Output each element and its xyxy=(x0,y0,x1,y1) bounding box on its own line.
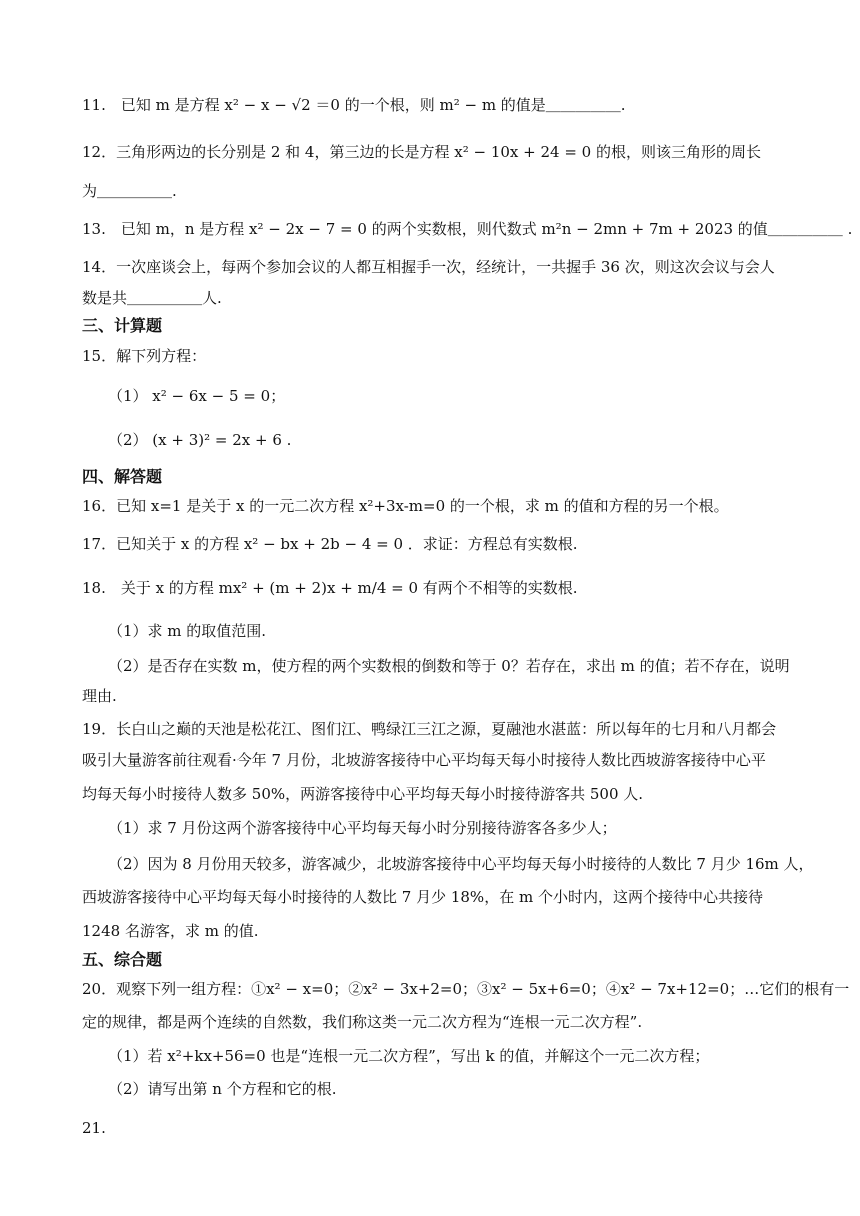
section-heading-5: 五、综合题 xyxy=(82,950,163,969)
question-18-part-2-line-2: 理由. xyxy=(82,687,117,705)
section-heading-4: 四、解答题 xyxy=(82,467,163,486)
question-19-part-2-line-3: 1248 名游客，求 m 的值. xyxy=(82,922,259,940)
question-19-line-2: 吸引大量游客前往观看·今年 7 月份，北坡游客接待中心平均每天每小时接待人数比西坡游客接待中心平 xyxy=(82,751,766,769)
question-16: 16．已知 x=1 是关于 x 的一元二次方程 x²+3x-m=0 的一个根，求 m 的值和方程的另一个根。 xyxy=(82,497,729,515)
question-19-line-3: 均每天每小时接待人数多 50%，两游客接待中心平均每天每小时接待游客共 500 人. xyxy=(82,785,644,803)
question-13: 13. 已知 m，n 是方程 x² − 2x − 7 = 0 的两个实数根，则代数式 m²n − 2mn + 7m + 2023 的值＿＿＿＿＿ . xyxy=(82,220,853,238)
question-12-line-2: 为＿＿＿＿＿. xyxy=(82,182,177,200)
question-19-part-2-line-1: （2）因为 8 月份用天较多，游客减少，北坡游客接待中心平均每天每小时接待的人数比 7 月少 16m 人， xyxy=(108,855,814,873)
question-17: 17．已知关于 x 的方程 x² − bx + 2b − 4 = 0 ．求证：方程总有实数根. xyxy=(82,535,578,553)
question-20-line-2: 定的规律，都是两个连续的自然数，我们称这类一元二次方程为“连根一元二次方程”. xyxy=(82,1013,643,1031)
question-15: 15．解下列方程： xyxy=(82,347,207,365)
question-18: 18. 关于 x 的方程 mx² + (m + 2)x + m/4 = 0 有两个不相等的实数根. xyxy=(82,579,578,597)
question-21: 21. xyxy=(82,1119,106,1137)
question-14-line-2: 数是共＿＿＿＿＿人. xyxy=(82,289,222,307)
question-20-part-1: （1）若 x²+kx+56=0 也是“连根一元二次方程”，写出 k 的值，并解这个一元二次方程； xyxy=(108,1047,710,1065)
question-11: 11. 已知 m 是方程 x² − x − √2 ＝0 的一个根，则 m² − m 的值是＿＿＿＿＿. xyxy=(82,96,626,114)
section-heading-3: 三、计算题 xyxy=(82,316,163,335)
question-12-line-1: 12．三角形两边的长分别是 2 和 4，第三边的长是方程 x² − 10x + 24 = 0 的根，则该三角形的周长 xyxy=(82,143,761,161)
question-19-part-1: （1）求 7 月份这两个游客接待中心平均每天每小时分别接待游客各多少人； xyxy=(108,819,617,837)
question-19-part-2-line-2: 西坡游客接待中心平均每天每小时接待的人数比 7 月少 18%，在 m 个小时内，这两个接待中心共接待 xyxy=(82,888,763,906)
question-15-part-2: （2） (x + 3)² = 2x + 6 . xyxy=(108,431,292,449)
question-19-line-1: 19．长白山之巅的天池是松花江、图们江、鸭绿江三江之源，夏融池水湛蓝：所以每年的七月和八月都会 xyxy=(82,720,777,738)
question-20-line-1: 20．观察下列一组方程：①x² − x=0；②x² − 3x+2=0；③x² − 5x+6=0；④x² − 7x+12=0；…它们的根有一 xyxy=(82,980,850,998)
question-20-part-2: （2）请写出第 n 个方程和它的根. xyxy=(108,1080,337,1098)
question-18-part-2-line-1: （2）是否存在实数 m，使方程的两个实数根的倒数和等于 0？若存在，求出 m 的值；若不存在，说明 xyxy=(108,657,790,675)
question-18-part-1: （1）求 m 的取值范围. xyxy=(108,622,267,640)
question-15-part-1: （1） x² − 6x − 5 = 0； xyxy=(108,387,286,405)
question-14-line-1: 14．一次座谈会上，每两个参加会议的人都互相握手一次，经统计，一共握手 36 次，则这次会议与会人 xyxy=(82,258,775,276)
